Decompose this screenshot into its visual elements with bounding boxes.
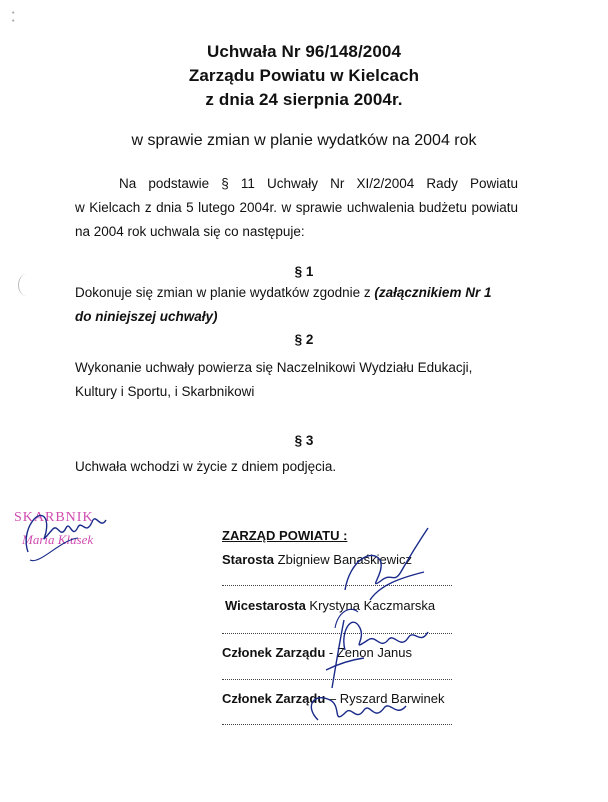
member-name: Zbigniew Banaśkiewicz [274, 552, 413, 567]
document-subject: w sprawie zmian w planie wydatków na 2004 rok [131, 132, 477, 149]
intro-line-3: na 2004 rok uchwala się co następuje: [75, 224, 305, 239]
section-1-heading: § 1 [294, 264, 314, 279]
section-2-heading: § 2 [294, 332, 314, 347]
member-role: Starosta [222, 552, 275, 567]
section-3-text [75, 455, 523, 479]
board-title: ZARZĄD POWIATU : [222, 528, 348, 543]
section-3-text-line-1: Uchwała wchodzi w życie z dniem podjęcia. [75, 459, 337, 474]
scan-corner-mark: • • [12, 10, 15, 25]
member-role: Członek Zarządu [222, 691, 326, 706]
member-name: – Ryszard Barwinek [325, 691, 445, 706]
intro-paragraph [75, 172, 518, 244]
section-1-text-plain: Dokonuje się zmian w planie wydatków zgodnie z [75, 285, 375, 300]
signature-row-starosta [222, 552, 412, 567]
stamp-title: SKARBNIK [14, 510, 94, 525]
section-1-text-emphasis-b: do niniejszej uchwały) [75, 309, 218, 324]
section-1-text [75, 281, 523, 329]
signature-row-wicestarosta [225, 598, 435, 613]
member-name: - Zenon Janus [325, 645, 413, 660]
title-line-resolution-number: Uchwała Nr 96/148/2004 [206, 42, 402, 61]
section-2-text-line-1: Wykonanie uchwały powierza się Naczelnikowi Wydziału Edukacji, [75, 360, 473, 375]
section-1-text-emphasis-a: (załącznikiem Nr 1 [374, 285, 492, 300]
section-2-text [75, 356, 523, 404]
signature-row-member-1 [222, 645, 412, 660]
intro-line-1: Na podstawie § 11 Uchwały Nr XI/2/2004 Rady Powiatu [119, 176, 518, 191]
signature-row-member-2 [222, 691, 445, 706]
stamp-name: Maria Klusek [22, 532, 94, 547]
intro-line-2: w Kielcach z dnia 5 lutego 2004r. w sprawie uchwalenia budżetu powiatu [75, 200, 518, 215]
member-role: Członek Zarządu [222, 645, 326, 660]
signature-line [222, 584, 452, 586]
title-line-board: Zarządu Powiatu w Kielcach [188, 66, 420, 85]
document-title [0, 40, 608, 112]
title-line-date: z dnia 24 sierpnia 2004r. [205, 90, 403, 109]
section-3-heading: § 3 [294, 433, 314, 448]
member-role: Wicestarosta [225, 598, 306, 613]
signature-line [222, 632, 452, 634]
section-2-text-line-2: Kultury i Sportu, i Skarbnikowi [75, 384, 255, 399]
signature-line [222, 723, 452, 725]
signature-line [222, 678, 452, 680]
member-name: Krystyna Kaczmarska [305, 598, 436, 613]
treasurer-stamp [14, 510, 134, 570]
